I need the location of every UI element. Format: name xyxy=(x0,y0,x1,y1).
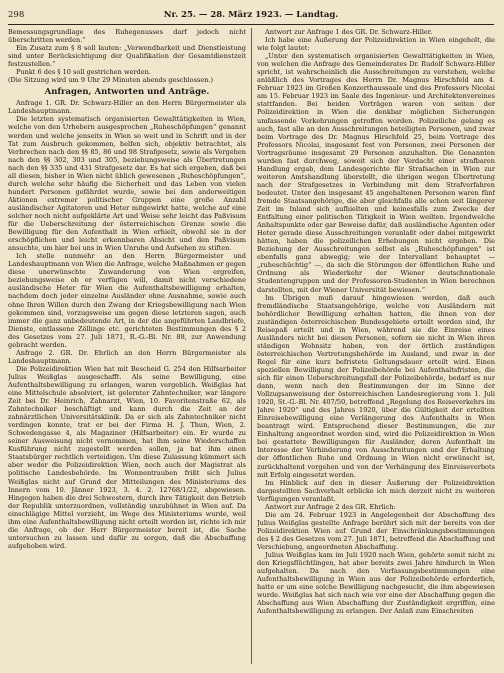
paragraph: Die letzten systematisch organisierten Gewalttätigkeiten in Wien, welche von den Urhebern ausgesprochen „Ruheschöpfungen“ genannt werden und welche jenseits in Wien so weit und in Schrift und in der Tat zum Ausbruch gekommen, helfen sich, objektiv betrachtet, als Verbrechen nach den §§ 85, 86 und 98 Strafgesetz, sowie als Vergehen nach den §§ 302, 303 und 305, beziehungsweise als Übertretungen nach den §§ 335 und 431 Strafgesetz dar. Es hat sich ergeben, daß bei all diesen, bisher in Wien nicht üblich gewesenen „Ruheschöpfungen“, durch welche sehr häufig die Sicherheit und das Leben von vielen hundert Personen gefährdet wurde, sowie bei den anderweitigen Aktionen extremer politischer Gruppen eine große Anzahl ausländischer Agitatoren und Heter mitgewirkt hatte, welche auf eine solcher noch nicht aufgeklärte Art und Weise sehr leicht das Paßvisum für die Ueberschreitung der österreichischen Grenze sowie die Bewilligung für den Aufenthalt in Wien erhielt, obwohl sie in der erschöpflichen und leicht erkennbaren Absicht und den Paßvisum ansuchte, um hier bei uns in Wien Unruhe und Aufsehen zu stiften. xyxy=(8,115,246,253)
header-rule xyxy=(8,24,494,25)
paragraph: Die Polizeidirektion Wien hat mit Bescheid G. 254 den Hilfsarbeiter Julius Weißglas ausgeschafft. Als seine Bewilligung, eine Aufenthaltsbewilligung zu erlangen, waren vergeblich. Weißglas hat eine Mittelschule absolviert, ist gelernter Zahntechniker, war längere Zeit bei Dr. Heinrich, Zahnarzt, Wien, 10. Favoritenstraße 62, als Zahntechniker beschäftigt und kann durch die Zeit an der zahnärztlichen Universitätsklinik. Da er sich als Zahntechniker nicht verdingen konnte, trat er bei der Firma H. J. Thun, Wien, 2. Schwedengasse 4, als Magaziner (Hilfsarbeiter) ein. Er wurde zu seiner Ausweisung nicht vernommen, hat ihm seine Wiederschaffen Kusführung nicht zugestellt werden sollen, ja hat ihm einen Staatsbürger rechtlich verteidigen. Um diese Zulassung kümmert sich aber weder die Polizeidirektion Wien, noch auch der Magistrat als politische Landesbehörde. Im Wonnentrauben frißt sich Julius Weißglas nicht auf Grund der Mitteilungen des Ministeriums des Innern vom 10. Jänner 1923, 3. 4. 2. 12768/1/22, abgewiesen. Hingegen haben die drei Schwestern, durch ihre Tätigkeit den Betrieb der Republik unterzuordnen, vollständig unzubühnet in Wien auf. Da einschlägige Mittel vorzieht, im Wege des Ministeriums wurde, weil ihm eine Aufenthaltsbewilligung nicht erteilt worden ist, richte ich mir die Anfrage, ob der Herr Bürgermeister bereit ist, die Sache untersuchen zu lassen und dafür zu sorgen, daß die Abschaffung aufgehoben wird. xyxy=(8,364,246,550)
paragraph: Anfrage 1. GR. Dr. Schwarz-Hiller an den Herrn Bürgermeister als Landeshauptmann. xyxy=(8,99,246,116)
running-title: Nr. 25. — 28. März 1923. — Landtag. xyxy=(163,10,339,20)
page-number: 298 xyxy=(8,10,25,20)
paragraph: Ein Zusatz zum § 8 soll lauten: „Verwendbarkeit und Dienstleistung sind unter Berücksichtigung der Qualifikation der Gesamtdienstzeit festzustellen.“ xyxy=(8,44,246,69)
right-column xyxy=(257,28,495,664)
paragraph: Bemessungsgrundlage des Ruhegenusses darf jedoch nicht überschritten werden.“ xyxy=(8,28,246,45)
left-column xyxy=(8,28,246,664)
paragraph: Ich stelle nunmehr an den Herrn Bürgermeister und Landeshauptmann von Wien die Anfrage, welche Maßnahmen er gegen diese unerwünschte Zuwanderung von Wien ergreifen, beziehungsweise ob er verfügen will, damit nicht verschiedene ausländische Heter für Wien die Aufenthaltsbewilligung erhalten, nachdem doch jeder einzelne Ausländer ohne Ausnahme, sowie auch ohne Ihren Willen durch den Zwang der Kriegsbewilligung nach Wien gekommen sind, vorzugsweise um gegen diese letzteren sagen, auch immer die ganz unbedeutende Art, in der die angeführten Landbriefe, Dienste, entlassene Zöllinge etc. gerichteten Bestimmungen des § 2 des Gesetzes vom 27. Juli 1871, R.-G.-Bl. Nr. 88, zur Anwendung gebracht werden. xyxy=(8,252,246,349)
page-header xyxy=(8,8,494,22)
paragraph: Im Übrigen muß darauf hingewiesen werden, daß auch fremdländische Staatsangehörige, welche von Ausländern mit behördlicher Bewilligung erhalten hatten, die ihnen von der zuständigen österreichischen Bundesgebiete erteilt worden sind, ihr Reisepaß erteilt und in Wien, während sie die Einreise eines Ausländers nicht bei diesen Personen, sofern sie nicht in Wien ihren ständigen Wohnsitz haben, von der örtlich zuständigen österreichischen Vertretungsbehörde im Ausland, und zwar in der Regel für eine kurz befristete Geltungsdauer erteilt wird. Einen speziellen Bewilligung der Polizeibehörde bei Aufenthaltsfristen, die sich für einen Ueberschreitungsfall der Polizeibehörde, bedarf es nur dann, wenn nach den Bestimmungen der im Sinne der Vollzugsanweisung der österreichischen Landesregierung vom 1. Juli 1920, St.-G.-Bl. Nr. 407/50, betreffend „Regelung des Reiseverkehrs im Jahre 1920“ und des Jahres 1920, über die Gültigkeit der erteilten Einreisebewilligung eine Verlängerung des Aufenthalts in Wien beantragt wird. Entsprechend dieser Bestimmungen, die zur Einhaltung angeordnet worden sind, wird die Polizeidirektion in Wien bei gestattete Bewilligungen für Ausländer, deren Aufenthalt im Interesse der Verhinderung von Ausschreitungen und der Erhaltung der öffentlichen Ruhe und Ordnung in Wien nicht erwünscht ist, zurückhaltend vorgehen und von der Verhängung des Einreiseverbots mit Erfolg eingesetzt werden. xyxy=(257,293,495,479)
paragraph: Julius Weißglas kam im Juli 1920 nach Wien, gehörte somit nicht zu den Kriegsflüchtlingen, hat aber bereits zwei Jahre hindurch in Wien aufgehalten. Da nach den Verfassungsbestimmungen eine Aufenthaltsbewilligung in Wien aus der Polizeibehörde erforderlich, hatte er um eine solche Bewilligung nachgesucht, die ihm abgewiesen wurde. Weißglas hat sich nach wie vor eine der Abschaffung gegen die Abschaffung aus Wien Abschaffung der Zuständigkeit ergriffen, eine Aufenthaltsbewilligung zu erlangen. Der Anlaß zum Einschreiten xyxy=(257,551,495,616)
paragraph: Punkt 6 des § 10 soll gestrichen werden. xyxy=(16,68,151,77)
paragraph: Anfrage 2. GR. Dr. Ehrlich an den Herrn Bürgermeister als Landeshauptmann. xyxy=(8,348,246,365)
paragraph: „Unter den systematisch organisierten Gewalttätigkeiten in Wien, von welchen die Anfrage des Gemeinderates Dr. Rudolf Schwarz-Hiller spricht, ist wahrscheinlich die Ausschreitungen zu verstehen, welche anläßlich des Vortrages des Herrn Dr. Magnus Hirschfeld am 4. Februar 1923 im Großen Konzerthaussaale und des Professors Nicolai am 15. Februar 1923 im Saale des Ingenieur- und Architektenvereines stattfanden. Bei beiden Vorträgen waren von seiten der Polizeidirektion in Wien die denkbar möglichen Sicherungen umfassende Vorkehrungen getroffen worden. Polizeiliche gelang es auch, fast alle an den Ausschreitungen beteiligten Personen, und zwar beim Vortrage des Dr. Magnus Hirschfeld 25, beim Vortrage des Professors Nicolai, insgesamt fest von Personen, zwei Personen der Vortragsräume insgesamt 29 Personen anzuhalten. Die Genannten wurden fast durchweg, soweit sich der Verdacht einer strafbaren Handlung ergab, dem Landesgerichte für Strafsachen in Wien zur weiteren Amtshandlung überstellt, die übrigen wegen Übertretung nach der Strafgesetzes in Verbindung mit dem Strafverfahren bedeutet. Unter den insgesamt 45 angehaltenen Personen waren fünf fremde Staatsangehörige, die aber gleichfalls alle schon seit längerer Zeit im Inland sich aufhielten und keinesfalls zum Zwecke der Entfaltung einer politischen Tätigkeit in Wien weilten. Irgendwelche Anhaltspunkte oder gar Beweise dafür, daß ausländische Agenten oder Heter gerade diese Ausschreitungen veranlaßt oder dabei mitgewirkt hätten, haben die polizeilichen Erhebungen nicht ergeben. Die Beziehung der Ausschreitungen selbst als „Ruheschöpfungen“ ist ebenfalls ganz abwegig; wie der Intervallant behauptet — „ruheschüchtig“ —, da sich die Störungen der öffentlichen Ruhe und Ordnung als Wiederkehr der Wiener deutschnationale Studentengruppen und der Professoren-Studenten in Wien berechnen darstellten, mit der Wiener Universität bewiesen.“ xyxy=(257,52,495,294)
paragraph: Antwort zur Anfrage 2 des GR. Ehrlich: xyxy=(265,502,396,511)
paragraph: (Die Sitzung wird um 9 Uhr 29 Minuten abends geschlossen.) xyxy=(8,76,214,85)
section-heading: Anfragen, Antworten und Anträge. xyxy=(44,87,210,98)
paragraph: Im Hinblick auf den in dieser Äußerung der Polizeidirektion dargestellten Sachverhalt erblicke ich mich derzeit nicht zu weiteren Verfügungen veranlaßt. xyxy=(257,478,495,503)
paragraph: Ich habe eine Äußerung der Polizeidirektion in Wien eingeholt, die wie folgt lautet: xyxy=(257,36,495,53)
paragraph: Die am 24. Februar 1923 in Angelegenheit der Abschaffung des Julius Weißglas gestellte Anfrage berührt sich mit der bereits von der Polizeidirektion Wien auf Grund der Einschränkungsbestimmungen des § 2 des Gesetzes vom 27. Juli 1871, betreffend die Abschaffung und Verschiebung, angeordneten Abschaffung. xyxy=(257,510,495,551)
paragraph: Antwort zur Anfrage 1 des GR. Dr. Schwarz-Hiller. xyxy=(265,28,433,36)
column-divider xyxy=(251,28,252,664)
